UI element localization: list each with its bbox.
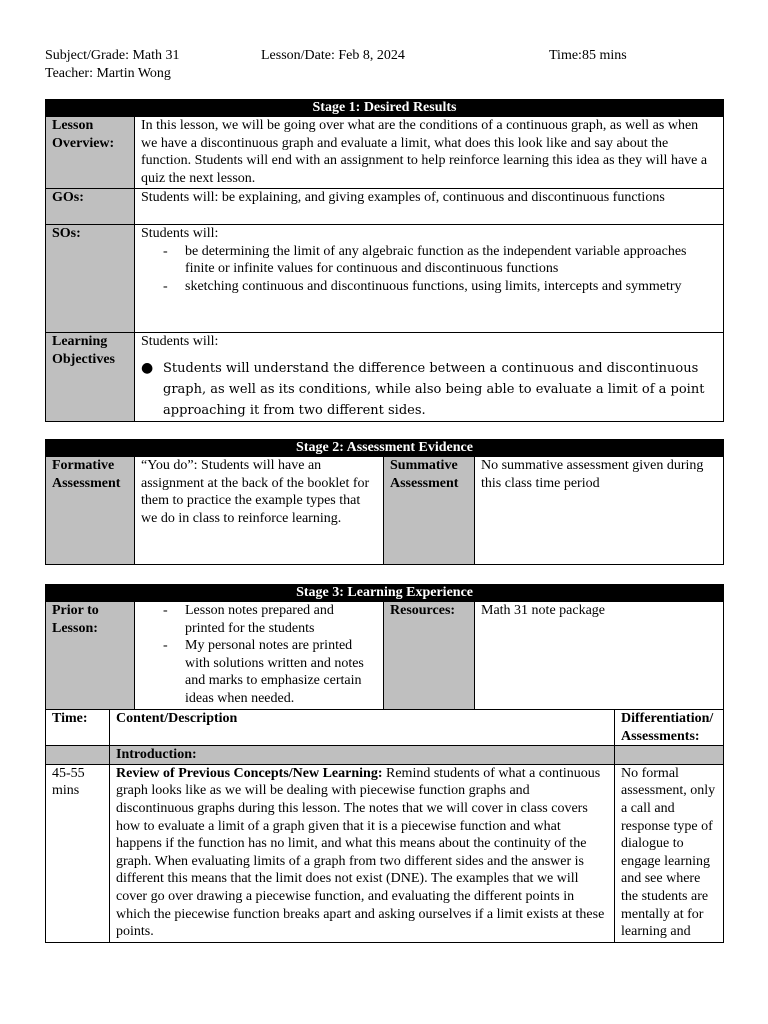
- stage1-title: Stage 1: Desired Results: [46, 100, 724, 117]
- col-diff-header: Differentiation/ Assessments:: [615, 710, 724, 746]
- sos-item: - be determining the limit of any algebraic function as the independent variable approaches finite or infinite values for continuous and discontinuous functions: [163, 243, 717, 278]
- intro-time-cell: [46, 746, 110, 765]
- teacher-name: Teacher: Martin Wong: [45, 66, 171, 81]
- stage3-table: [45, 584, 724, 943]
- row-time: 45-55 mins: [46, 764, 110, 942]
- sos-item: - sketching continuous and discontinuous functions, using limits, intercepts and symmetry: [163, 278, 717, 296]
- prior-item: - My personal notes are printed with solutions written and notes and marks to emphasize certain ideas when needed.: [163, 637, 377, 707]
- summative-text: No summative assessment given during this class time period: [475, 457, 724, 565]
- lo-intro: Students will:: [141, 334, 219, 349]
- row-content-text: Remind students of what a continuous graph looks like as we will be dealing with piecewise function graphs and discontinuous graphs during this lesson. The notes that we will cover in class covers how to evaluate a limit of a graph given that it is a piecewise function and what happens if the function has no limit, and what this means about the continuity of the graph. When evaluating limits of a graph from two different sides and the answer is different this means that the limit does not exist (DNE). The examples that we will cover go over drawing a piecewise function, and evaluating the different points in which the piecewise function breaks apart and asking ourselves if a limit exists at these points.: [116, 765, 605, 940]
- sos-intro: Students will:: [141, 226, 219, 241]
- lo-bullet-text: Students will understand the difference between a continuous and discontinuous graph, as well as its conditions, while also being able to evaluate a limit of a point approaching it from two different sides.: [163, 360, 705, 418]
- gos-text: Students will: be explaining, and giving examples of, continuous and discontinuous functions: [135, 189, 724, 225]
- row-differentiation: No formal assessment, only a call and response type of dialogue to engage learning and see where the students are mentally at for learning and: [615, 764, 724, 942]
- summative-label: Summative Assessment: [384, 457, 475, 565]
- resources-label: Resources:: [384, 602, 475, 710]
- subject-grade: Subject/Grade: Math 31: [45, 48, 180, 63]
- sos-cell: [135, 225, 724, 333]
- prior-to-lesson-cell: [135, 602, 384, 710]
- stage2-table: [45, 439, 724, 565]
- row-content-title: Review of Previous Concepts/New Learning:: [116, 765, 383, 781]
- introduction-label: Introduction:: [110, 746, 615, 765]
- prior-item: - Lesson notes prepared and printed for the students: [163, 602, 377, 637]
- prior-list: [141, 602, 377, 708]
- stage1-table: [45, 99, 724, 422]
- lesson-time: Time:85 mins: [549, 48, 627, 63]
- bullet-icon: ●: [141, 359, 154, 376]
- lo-bullet-item: [141, 358, 717, 421]
- row-content: [110, 764, 615, 942]
- formative-label: Formative Assessment: [46, 457, 135, 565]
- learning-objectives-cell: [135, 333, 724, 422]
- resources-text: Math 31 note package: [475, 602, 724, 710]
- prior-to-lesson-label: Prior to Lesson:: [46, 602, 135, 710]
- learning-objectives-label: Learning Objectives: [46, 333, 135, 422]
- sos-label: SOs:: [46, 225, 135, 333]
- lesson-overview-text: In this lesson, we will be going over what are the conditions of a continuous graph, as well as when we have a discontinuous graph and evaluate a limit, what does this look like and say about the function. Students will end with an assignment to help reinforce learning this idea as they will have a quiz the next lesson.: [135, 117, 724, 189]
- stage3-title: Stage 3: Learning Experience: [46, 585, 724, 602]
- sos-list: [141, 243, 717, 296]
- lesson-overview-label: Lesson Overview:: [46, 117, 135, 189]
- formative-text: “You do”: Students will have an assignment at the back of the booklet for them to practice the example types that we do in class to reinforce learning.: [135, 457, 384, 565]
- lesson-date: Lesson/Date: Feb 8, 2024: [261, 48, 405, 63]
- stage2-title: Stage 2: Assessment Evidence: [46, 440, 724, 457]
- gos-label: GOs:: [46, 189, 135, 225]
- col-time-header: Time:: [46, 710, 110, 746]
- intro-diff-cell: [615, 746, 724, 765]
- col-content-header: Content/Description: [110, 710, 615, 746]
